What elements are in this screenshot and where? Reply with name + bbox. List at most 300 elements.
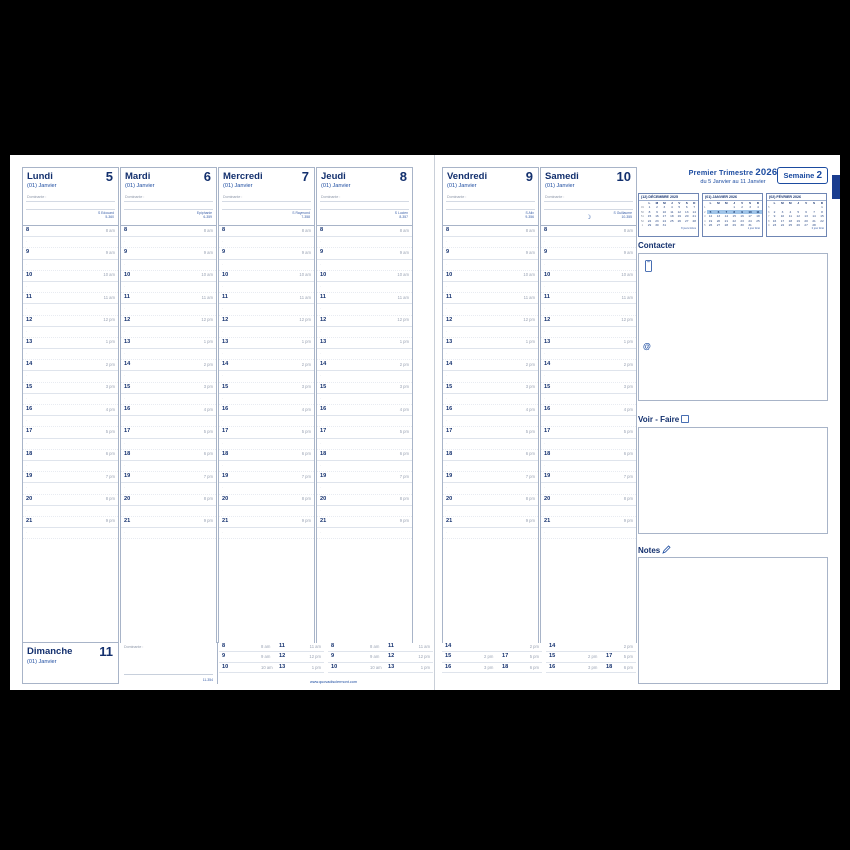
calendar-day-cell[interactable]: 1: [648, 205, 651, 210]
half-hour-row[interactable]: [443, 528, 538, 539]
half-hour-row[interactable]: [23, 282, 118, 293]
half-hour-row[interactable]: [317, 327, 412, 338]
calendar-day-cell[interactable]: 8: [730, 210, 738, 214]
hour-row[interactable]: [219, 383, 314, 394]
hour-row[interactable]: [442, 642, 542, 652]
calendar-day-cell[interactable]: 18: [788, 218, 793, 223]
calendar-day-cell[interactable]: 26: [796, 223, 800, 228]
half-hour-row[interactable]: [541, 461, 636, 472]
calendar-day-cell[interactable]: 7: [813, 209, 815, 214]
hour-row[interactable]: [23, 226, 118, 237]
half-hour-row[interactable]: [443, 327, 538, 338]
half-hour-row[interactable]: [121, 282, 216, 293]
half-hour-row[interactable]: [23, 304, 118, 315]
notes-box[interactable]: [638, 557, 828, 684]
hour-row[interactable]: [23, 427, 118, 438]
hour-row[interactable]: [219, 450, 314, 461]
day-header[interactable]: [218, 167, 315, 225]
half-hour-row[interactable]: [23, 439, 118, 450]
week-badge[interactable]: [777, 167, 828, 184]
calendar-day-cell[interactable]: 21: [812, 218, 816, 223]
hour-row[interactable]: [121, 517, 216, 528]
half-hour-row[interactable]: [219, 483, 314, 494]
calendar-day-cell[interactable]: 11: [788, 214, 792, 219]
calendar-day-cell[interactable]: 11: [670, 209, 674, 214]
voir-faire-box[interactable]: [638, 427, 828, 534]
half-hour-row[interactable]: [541, 304, 636, 315]
hour-row[interactable]: [219, 663, 324, 673]
calendar-day-cell[interactable]: 16: [772, 218, 777, 223]
hour-grid[interactable]: [120, 225, 217, 643]
half-hour-row[interactable]: [121, 439, 216, 450]
hour-row[interactable]: [121, 248, 216, 259]
half-hour-row[interactable]: [443, 483, 538, 494]
hour-row[interactable]: [443, 517, 538, 528]
day-block-dimanche[interactable]: [22, 642, 119, 684]
saturday-late-hours[interactable]: [442, 642, 542, 684]
half-hour-row[interactable]: [23, 327, 118, 338]
half-hour-row[interactable]: [23, 349, 118, 360]
hour-row[interactable]: [219, 427, 314, 438]
calendar-day-cell[interactable]: 23: [655, 218, 659, 223]
calendar-day-cell[interactable]: 30: [655, 223, 659, 228]
hour-row[interactable]: [541, 248, 636, 259]
half-hour-row[interactable]: [219, 506, 314, 517]
calendar-day-cell[interactable]: 16: [740, 214, 744, 219]
half-hour-row[interactable]: [541, 327, 636, 338]
hour-row[interactable]: [317, 472, 412, 483]
calendar-day-cell[interactable]: 2: [741, 205, 744, 210]
hour-row[interactable]: [443, 226, 538, 237]
calendar-day-cell[interactable]: 27: [716, 223, 721, 228]
half-hour-row[interactable]: [443, 349, 538, 360]
hour-row[interactable]: [443, 495, 538, 506]
hour-row[interactable]: [219, 338, 314, 349]
half-hour-row[interactable]: [23, 483, 118, 494]
half-hour-row[interactable]: [219, 237, 314, 248]
half-hour-row[interactable]: [121, 506, 216, 517]
hour-row[interactable]: [317, 450, 412, 461]
hour-row[interactable]: [317, 226, 412, 237]
calendar-day-cell[interactable]: 21: [692, 214, 696, 219]
half-hour-row[interactable]: [219, 282, 314, 293]
half-hour-row[interactable]: [317, 506, 412, 517]
day-column-vendredi[interactable]: [442, 167, 539, 647]
hour-row[interactable]: [541, 293, 636, 304]
half-hour-row[interactable]: [541, 349, 636, 360]
calendar-day-cell[interactable]: 28: [692, 218, 696, 223]
hour-row[interactable]: [443, 383, 538, 394]
calendar-day-cell[interactable]: 20: [716, 218, 721, 223]
hour-row[interactable]: [317, 405, 412, 416]
calendar-day-cell[interactable]: 25: [670, 218, 674, 223]
hour-row[interactable]: [317, 338, 412, 349]
half-hour-row[interactable]: [121, 461, 216, 472]
hour-row[interactable]: [442, 663, 542, 673]
hour-row[interactable]: [219, 248, 314, 259]
calendar-day-cell[interactable]: 23: [740, 218, 744, 223]
half-hour-row[interactable]: [23, 506, 118, 517]
calendar-day-cell[interactable]: 14: [724, 214, 729, 219]
calendar-day-cell[interactable]: 24: [780, 223, 785, 228]
half-hour-row[interactable]: [443, 304, 538, 315]
hour-row[interactable]: [121, 472, 216, 483]
contacter-box[interactable]: [638, 253, 828, 401]
calendar-day-cell[interactable]: 9: [656, 209, 658, 214]
day-column-mercredi[interactable]: [218, 167, 315, 647]
calendar-day-cell[interactable]: 7: [693, 205, 696, 210]
hour-row[interactable]: [121, 427, 216, 438]
calendar-day-cell[interactable]: 5: [707, 210, 715, 214]
half-hour-row[interactable]: [23, 394, 118, 405]
calendar-day-cell[interactable]: 8: [821, 209, 823, 214]
half-hour-row[interactable]: [317, 483, 412, 494]
half-hour-row[interactable]: [23, 260, 118, 271]
hour-row[interactable]: [219, 652, 324, 662]
half-hour-row[interactable]: [541, 394, 636, 405]
half-hour-row[interactable]: [219, 528, 314, 539]
hour-row[interactable]: [121, 316, 216, 327]
calendar-day-cell[interactable]: 1: [821, 205, 823, 210]
hour-row[interactable]: [121, 383, 216, 394]
hour-row[interactable]: [23, 271, 118, 282]
hour-grid[interactable]: [316, 225, 413, 643]
website-url[interactable]: www.quovadisclermont.com: [310, 680, 358, 684]
half-hour-row[interactable]: [541, 439, 636, 450]
hour-row[interactable]: [121, 338, 216, 349]
hour-row[interactable]: [442, 652, 542, 662]
hour-row[interactable]: [443, 360, 538, 371]
hour-row[interactable]: [541, 271, 636, 282]
sunday-notes-area[interactable]: [120, 642, 218, 684]
hour-row[interactable]: [23, 383, 118, 394]
calendar-day-cell[interactable]: 17: [748, 214, 752, 219]
hour-row[interactable]: [541, 427, 636, 438]
calendar-day-cell[interactable]: 31: [662, 223, 667, 228]
hour-row[interactable]: [317, 360, 412, 371]
half-hour-row[interactable]: [121, 528, 216, 539]
half-hour-row[interactable]: [23, 528, 118, 539]
calendar-day-cell[interactable]: 5: [678, 205, 681, 210]
calendar-day-cell[interactable]: 9: [773, 214, 776, 219]
day-column-mardi[interactable]: [120, 167, 217, 647]
half-hour-row[interactable]: [317, 461, 412, 472]
calendar-day-cell[interactable]: 24: [662, 218, 667, 223]
calendar-day-cell[interactable]: 27: [804, 223, 808, 228]
half-hour-row[interactable]: [317, 237, 412, 248]
calendar-day-cell[interactable]: 27: [685, 218, 689, 223]
hour-row[interactable]: [317, 427, 412, 438]
calendar-day-cell[interactable]: 13: [685, 209, 689, 214]
hour-row[interactable]: [541, 226, 636, 237]
day-header[interactable]: [540, 167, 637, 225]
hour-row[interactable]: [541, 495, 636, 506]
hour-grid[interactable]: [22, 225, 119, 643]
calendar-day-cell[interactable]: 22: [732, 218, 736, 223]
hour-row[interactable]: [23, 517, 118, 528]
hour-row[interactable]: [443, 293, 538, 304]
calendar-day-cell[interactable]: 2: [656, 205, 658, 210]
calendar-day-cell[interactable]: 12: [796, 214, 800, 219]
half-hour-row[interactable]: [443, 260, 538, 271]
hour-row[interactable]: [541, 383, 636, 394]
hour-row[interactable]: [23, 293, 118, 304]
hour-row[interactable]: [541, 405, 636, 416]
hour-row[interactable]: [23, 472, 118, 483]
hour-row[interactable]: [541, 472, 636, 483]
calendar-day-cell[interactable]: 25: [756, 218, 760, 223]
calendar-day-cell[interactable]: 24: [748, 218, 752, 223]
half-hour-row[interactable]: [443, 371, 538, 382]
calendar-day-cell[interactable]: 14: [812, 214, 816, 219]
half-hour-row[interactable]: [443, 416, 538, 427]
calendar-day-cell[interactable]: 15: [647, 214, 652, 219]
half-hour-row[interactable]: [317, 282, 412, 293]
calendar-day-cell[interactable]: 11: [754, 210, 762, 214]
calendar-day-cell[interactable]: 12: [708, 214, 713, 219]
hour-row[interactable]: [219, 495, 314, 506]
hour-row[interactable]: [219, 517, 314, 528]
half-hour-row[interactable]: [317, 528, 412, 539]
hour-row[interactable]: [317, 293, 412, 304]
half-hour-row[interactable]: [317, 260, 412, 271]
calendar-day-cell[interactable]: 20: [804, 218, 808, 223]
half-hour-row[interactable]: [541, 260, 636, 271]
hour-row[interactable]: [121, 293, 216, 304]
hour-row[interactable]: [219, 271, 314, 282]
calendar-day-cell[interactable]: 12: [677, 209, 682, 214]
calendar-day-cell[interactable]: 2: [773, 209, 776, 214]
calendar-day-cell[interactable]: 13: [804, 214, 808, 219]
calendar-day-cell[interactable]: 15: [732, 214, 736, 219]
sunday-hours-right[interactable]: [328, 642, 433, 684]
hour-row[interactable]: [317, 316, 412, 327]
half-hour-row[interactable]: [541, 506, 636, 517]
hour-row[interactable]: [23, 316, 118, 327]
calendar-day-cell[interactable]: 25: [788, 223, 793, 228]
hour-row[interactable]: [219, 360, 314, 371]
calendar-day-cell[interactable]: 28: [724, 223, 729, 228]
calendar-day-cell[interactable]: 6: [805, 209, 808, 214]
hour-row[interactable]: [541, 450, 636, 461]
half-hour-row[interactable]: [219, 416, 314, 427]
hour-row[interactable]: [317, 495, 412, 506]
calendar-day-cell[interactable]: 16: [655, 214, 659, 219]
calendar-day-cell[interactable]: 19: [796, 218, 800, 223]
half-hour-row[interactable]: [317, 371, 412, 382]
calendar-day-cell[interactable]: 18: [670, 214, 674, 219]
hour-row[interactable]: [23, 495, 118, 506]
day-header[interactable]: [442, 167, 539, 225]
half-hour-row[interactable]: [121, 260, 216, 271]
hour-row[interactable]: [443, 338, 538, 349]
half-hour-row[interactable]: [541, 371, 636, 382]
calendar-day-cell[interactable]: 22: [820, 218, 824, 223]
hour-row[interactable]: [121, 271, 216, 282]
half-hour-row[interactable]: [219, 371, 314, 382]
calendar-day-cell[interactable]: 7: [722, 210, 730, 214]
hour-row[interactable]: [121, 495, 216, 506]
calendar-day-cell[interactable]: 19: [677, 214, 682, 219]
half-hour-row[interactable]: [443, 506, 538, 517]
hour-row[interactable]: [541, 316, 636, 327]
half-hour-row[interactable]: [317, 416, 412, 427]
calendar-day-cell[interactable]: 20: [685, 214, 689, 219]
calendar-day-cell[interactable]: 17: [780, 218, 785, 223]
half-hour-row[interactable]: [23, 237, 118, 248]
calendar-day-cell[interactable]: 5: [797, 209, 800, 214]
half-hour-row[interactable]: [121, 304, 216, 315]
half-hour-row[interactable]: [443, 282, 538, 293]
half-hour-row[interactable]: [443, 394, 538, 405]
day-column-jeudi[interactable]: [316, 167, 413, 647]
hour-row[interactable]: [443, 450, 538, 461]
hour-row[interactable]: [219, 642, 324, 652]
half-hour-row[interactable]: [121, 416, 216, 427]
calendar-day-cell[interactable]: 6: [685, 205, 688, 210]
calendar-day-cell[interactable]: 13: [716, 214, 721, 219]
hour-row[interactable]: [219, 226, 314, 237]
calendar-day-cell[interactable]: 29: [732, 223, 736, 228]
hour-row[interactable]: [23, 405, 118, 416]
calendar-day-cell[interactable]: 17: [662, 214, 667, 219]
calendar-day-cell[interactable]: 10: [662, 209, 667, 214]
calendar-day-cell[interactable]: 10: [746, 210, 754, 214]
hour-row[interactable]: [541, 517, 636, 528]
half-hour-row[interactable]: [121, 371, 216, 382]
day-header[interactable]: [120, 167, 217, 225]
half-hour-row[interactable]: [317, 304, 412, 315]
day-header[interactable]: [316, 167, 413, 225]
calendar-day-cell[interactable]: 4: [789, 209, 792, 214]
hour-grid[interactable]: [442, 225, 539, 643]
calendar-day-cell[interactable]: 29: [647, 223, 652, 228]
half-hour-row[interactable]: [121, 327, 216, 338]
hour-row[interactable]: [317, 271, 412, 282]
hour-grid[interactable]: [540, 225, 637, 643]
hour-row[interactable]: [328, 663, 433, 673]
calendar-day-cell[interactable]: 22: [647, 218, 652, 223]
mini-calendar-0[interactable]: [638, 193, 699, 237]
calendar-day-cell[interactable]: 9: [738, 210, 746, 214]
mini-calendar-2[interactable]: [766, 193, 827, 237]
calendar-day-cell[interactable]: 28: [812, 223, 816, 228]
half-hour-row[interactable]: [23, 461, 118, 472]
half-hour-row[interactable]: [219, 327, 314, 338]
calendar-day-cell[interactable]: 4: [670, 205, 673, 210]
half-hour-row[interactable]: [121, 483, 216, 494]
half-hour-row[interactable]: [219, 260, 314, 271]
half-hour-row[interactable]: [121, 349, 216, 360]
hour-row[interactable]: [443, 427, 538, 438]
hour-row[interactable]: [546, 642, 636, 652]
hour-row[interactable]: [23, 338, 118, 349]
half-hour-row[interactable]: [219, 304, 314, 315]
calendar-day-cell[interactable]: 8: [648, 209, 651, 214]
hour-row[interactable]: [23, 360, 118, 371]
hour-row[interactable]: [541, 360, 636, 371]
half-hour-row[interactable]: [121, 237, 216, 248]
day-column-samedi[interactable]: [540, 167, 637, 647]
mini-calendar-1[interactable]: [702, 193, 763, 237]
half-hour-row[interactable]: [541, 416, 636, 427]
calendar-day-cell[interactable]: 19: [708, 218, 713, 223]
calendar-day-cell[interactable]: 18: [756, 214, 760, 219]
hour-row[interactable]: [541, 338, 636, 349]
hour-row[interactable]: [121, 360, 216, 371]
hour-row[interactable]: [443, 405, 538, 416]
hour-row[interactable]: [317, 248, 412, 259]
calendar-day-cell[interactable]: 6: [714, 210, 722, 214]
calendar-day-cell[interactable]: 3: [781, 209, 784, 214]
calendar-day-cell[interactable]: 10: [780, 214, 785, 219]
hour-row[interactable]: [23, 450, 118, 461]
half-hour-row[interactable]: [443, 439, 538, 450]
calendar-day-cell[interactable]: 4: [757, 205, 759, 210]
calendar-day-cell[interactable]: 1: [733, 205, 736, 210]
calendar-day-cell[interactable]: 31: [748, 223, 752, 228]
half-hour-row[interactable]: [219, 439, 314, 450]
half-hour-row[interactable]: [541, 528, 636, 539]
hour-row[interactable]: [23, 248, 118, 259]
hour-row[interactable]: [219, 405, 314, 416]
half-hour-row[interactable]: [541, 237, 636, 248]
half-hour-row[interactable]: [23, 416, 118, 427]
half-hour-row[interactable]: [541, 483, 636, 494]
half-hour-row[interactable]: [443, 237, 538, 248]
half-hour-row[interactable]: [443, 461, 538, 472]
half-hour-row[interactable]: [317, 394, 412, 405]
half-hour-row[interactable]: [541, 282, 636, 293]
hour-row[interactable]: [219, 316, 314, 327]
calendar-day-cell[interactable]: 15: [820, 214, 824, 219]
half-hour-row[interactable]: [23, 371, 118, 382]
day-header[interactable]: [22, 167, 119, 225]
hour-row[interactable]: [443, 472, 538, 483]
calendar-day-cell[interactable]: 26: [708, 223, 713, 228]
half-hour-row[interactable]: [317, 349, 412, 360]
saturday-late-hours-2[interactable]: [546, 642, 636, 684]
hour-row[interactable]: [328, 642, 433, 652]
calendar-day-cell[interactable]: 21: [724, 218, 729, 223]
calendar-day-cell[interactable]: 3: [663, 205, 666, 210]
hour-row[interactable]: [121, 226, 216, 237]
hour-row[interactable]: [121, 450, 216, 461]
hour-row[interactable]: [328, 652, 433, 662]
hour-grid[interactable]: [218, 225, 315, 643]
hour-row[interactable]: [443, 271, 538, 282]
calendar-day-cell[interactable]: 14: [692, 209, 696, 214]
calendar-day-cell[interactable]: 3: [749, 205, 751, 210]
half-hour-row[interactable]: [121, 394, 216, 405]
hour-row[interactable]: [317, 517, 412, 528]
hour-row[interactable]: [546, 652, 636, 662]
day-column-lundi[interactable]: [22, 167, 119, 647]
hour-row[interactable]: [121, 405, 216, 416]
half-hour-row[interactable]: [219, 349, 314, 360]
half-hour-row[interactable]: [219, 394, 314, 405]
half-hour-row[interactable]: [219, 461, 314, 472]
hour-row[interactable]: [219, 472, 314, 483]
hour-row[interactable]: [219, 293, 314, 304]
hour-row[interactable]: [443, 248, 538, 259]
calendar-day-cell[interactable]: 30: [740, 223, 744, 228]
calendar-day-cell[interactable]: 26: [677, 218, 682, 223]
hour-row[interactable]: [317, 383, 412, 394]
hour-row[interactable]: [546, 663, 636, 673]
hour-row[interactable]: [443, 316, 538, 327]
sunday-hours-left[interactable]: [219, 642, 324, 684]
